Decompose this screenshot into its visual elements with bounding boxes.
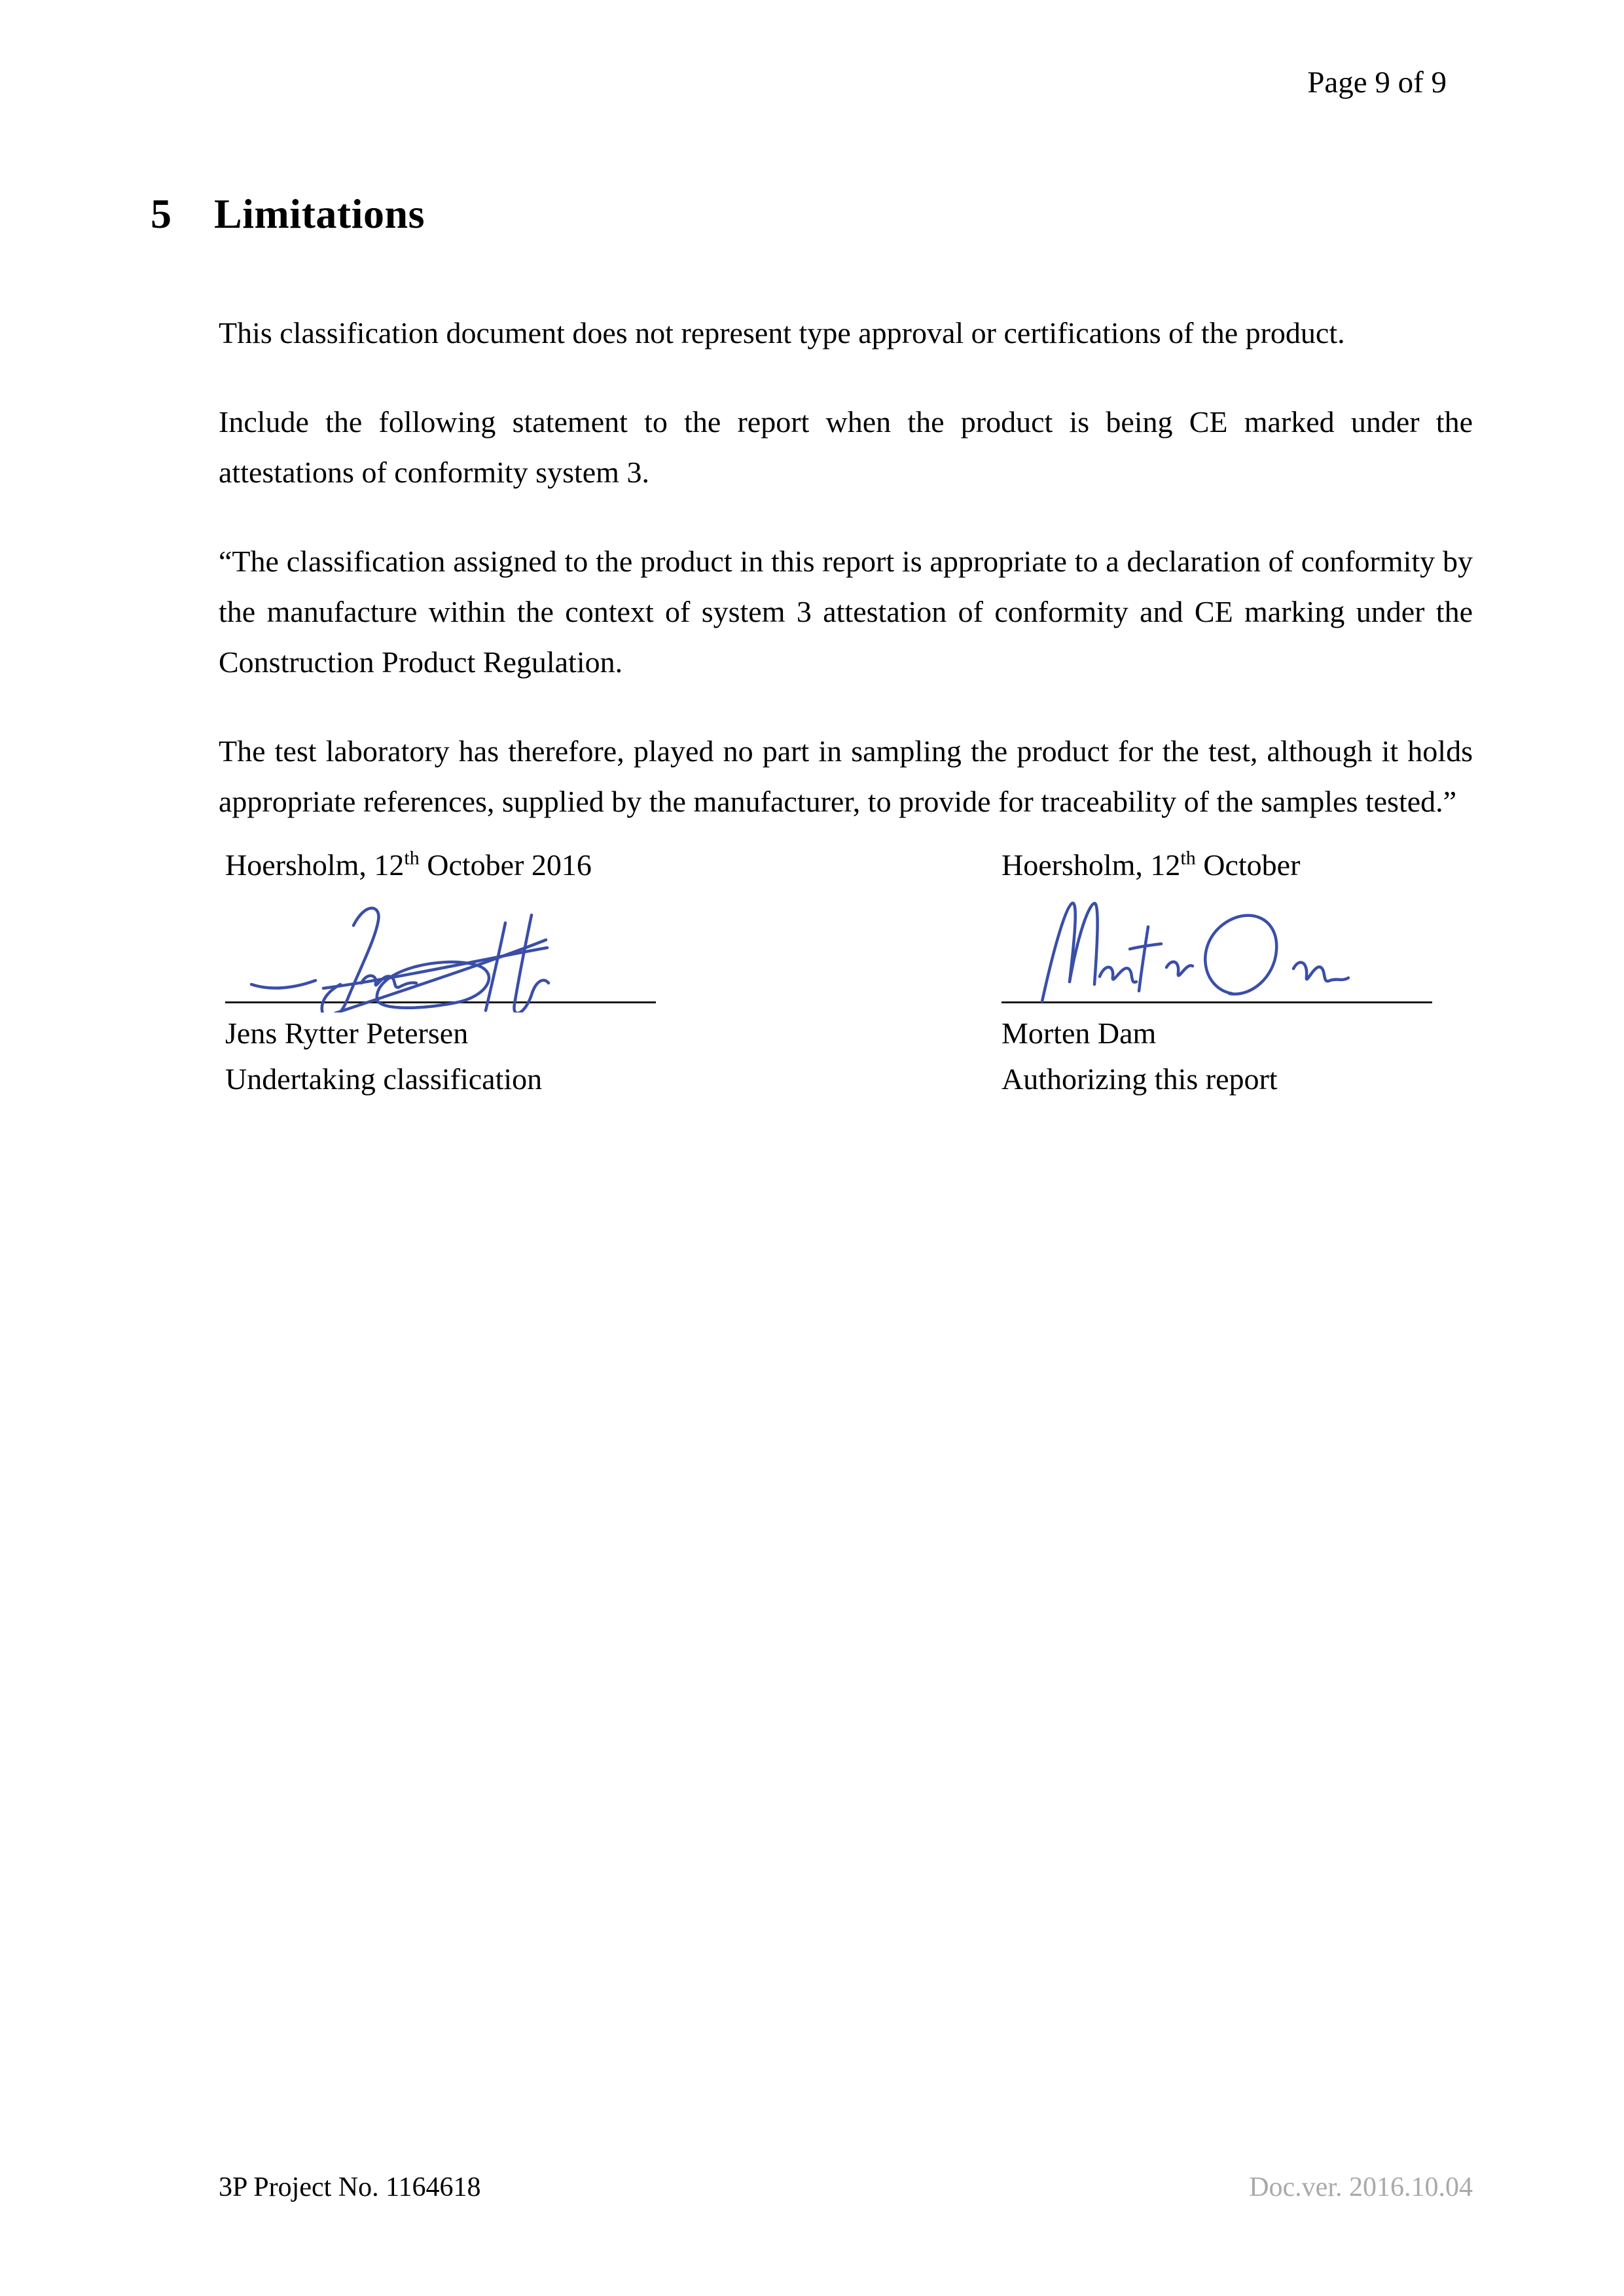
signature-section (219, 846, 1473, 1186)
signature-area-right (1001, 885, 1432, 1001)
signatory-role: Authorizing this report (1001, 1062, 1278, 1096)
date-text: Hoersholm, 12 (1001, 848, 1181, 882)
document-version: Doc.ver. 2016.10.04 (1249, 2172, 1473, 2202)
section-number: 5 (151, 190, 172, 237)
date-text: October (1195, 848, 1301, 882)
signature-date-left (225, 846, 656, 885)
date-text: October 2016 (419, 848, 592, 882)
body-content (219, 308, 1473, 865)
signature-block-left (225, 846, 656, 1100)
date-text: Hoersholm, 12 (225, 848, 405, 882)
section-heading (151, 190, 425, 238)
paragraph-4: The test laboratory has therefore, played no part in sampling the product for the test, although it holds appropriate references, supplied by the manufacturer, to provide for traceability of the samples tested.” (219, 734, 1473, 818)
signature-block-right (1001, 846, 1432, 1100)
date-ordinal: th (1180, 847, 1196, 869)
paragraph-1: This classification document does not represent type approval or certifications of the product. (219, 316, 1345, 350)
paragraph-2: Include the following statement to the report when the product is being CE marked under the attestations of conformity system 3. (219, 405, 1473, 489)
paragraph-3: “The classification assigned to the product in this report is appropriate to a declaration of conformity by the manufacture within the context of system 3 attestation of conformity and CE marking under the Construction Product Regulation. (219, 545, 1473, 679)
handwritten-signature-icon (225, 885, 656, 1013)
project-number: 3P Project No. 1164618 (219, 2172, 481, 2202)
signatory-name: Jens Rytter Petersen (225, 1016, 469, 1050)
date-ordinal: th (404, 847, 420, 869)
page-number: Page 9 of 9 (1307, 65, 1447, 99)
signature-area-left (225, 885, 656, 1001)
signatory-name: Morten Dam (1001, 1016, 1157, 1050)
page-footer (219, 2172, 1473, 2203)
handwritten-signature-icon (1001, 885, 1432, 1013)
signatory-role: Undertaking classification (225, 1062, 543, 1096)
signature-date-right (1001, 846, 1432, 885)
section-title: Limitations (214, 190, 425, 237)
